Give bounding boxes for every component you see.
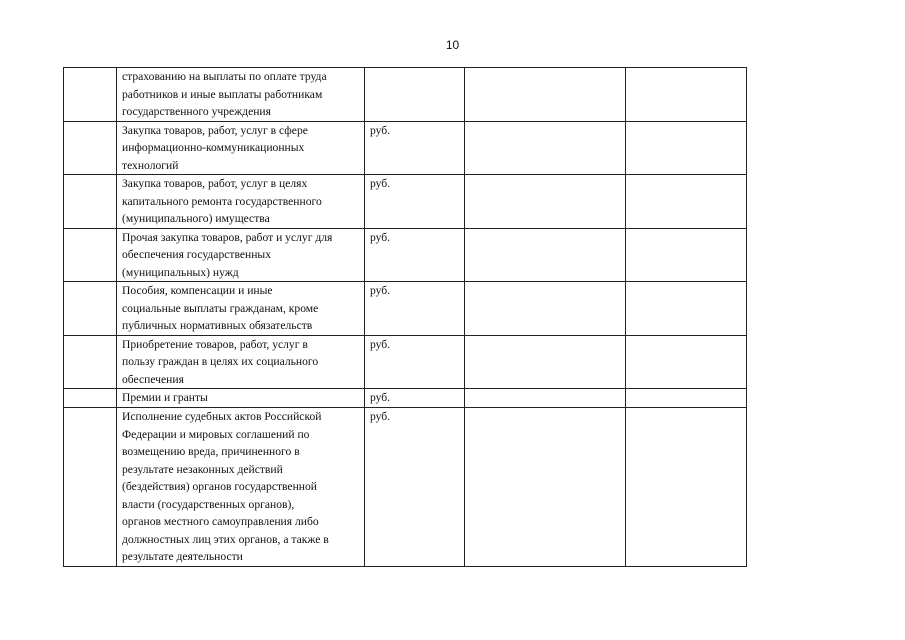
expense-name-line: власти (государственных органов), — [122, 497, 295, 511]
row-number-cell — [64, 121, 117, 175]
expense-name-cell — [117, 228, 365, 282]
expense-name-line: страхованию на выплаты по оплате труда — [122, 70, 327, 83]
expense-name-line: Федерации и мировых соглашений по — [122, 427, 310, 441]
expense-name-cell — [117, 121, 365, 175]
value-cell — [626, 175, 747, 229]
value-cell — [626, 335, 747, 389]
value-cell — [626, 68, 747, 122]
value-cell — [626, 408, 747, 567]
value-cell — [465, 335, 626, 389]
row-number-cell — [64, 389, 117, 408]
value-cell — [626, 282, 747, 336]
page-number: 10 — [445, 38, 460, 52]
expense-name-cell — [117, 335, 365, 389]
row-number-cell — [64, 175, 117, 229]
unit-cell: руб. — [365, 408, 465, 567]
expense-name-line: органов местного самоуправления либо — [122, 515, 319, 528]
expense-name-line: капитального ремонта государственного — [122, 194, 322, 208]
value-cell — [465, 121, 626, 175]
expense-name-line: Закупка товаров, работ, услуг в целях — [122, 177, 308, 190]
unit-cell — [365, 68, 465, 122]
expense-name-cell — [117, 175, 365, 229]
expense-name-line: Приобретение товаров, работ, услуг в — [122, 337, 308, 351]
row-number-cell — [64, 408, 117, 567]
table-row — [64, 228, 747, 282]
expense-name-line: возмещению вреда, причиненного в — [122, 445, 300, 458]
unit-cell: руб. — [365, 228, 465, 282]
unit-cell: руб. — [365, 389, 465, 408]
unit-cell: руб. — [365, 121, 465, 175]
expense-name-line: (муниципальных) нужд — [122, 265, 239, 279]
value-cell — [465, 282, 626, 336]
value-cell — [626, 389, 747, 408]
expense-name-line: Исполнение судебных актов Российской — [122, 410, 322, 423]
value-cell — [465, 408, 626, 567]
expense-name-cell — [117, 408, 365, 567]
expense-name-line: (бездействия) органов государственной — [122, 480, 317, 493]
expense-name-line: технологий — [122, 158, 179, 172]
expense-name-line: информационно-коммуникационных — [122, 141, 305, 154]
unit-cell: руб. — [365, 335, 465, 389]
value-cell — [465, 68, 626, 122]
table-body — [64, 68, 747, 567]
expense-name-line: работников и иные выплаты работникам — [122, 87, 323, 101]
expense-name-line: должностных лиц этих органов, а также в — [122, 532, 329, 546]
unit-cell: руб. — [365, 282, 465, 336]
row-number-cell — [64, 282, 117, 336]
expense-name-line: Прочая закупка товаров, работ и услуг для — [122, 230, 333, 244]
expense-name-cell — [117, 282, 365, 336]
table-row — [64, 335, 747, 389]
unit-cell: руб. — [365, 175, 465, 229]
expense-name-line: результате деятельности — [122, 550, 243, 563]
table-row — [64, 389, 747, 408]
row-number-cell — [64, 335, 117, 389]
table-row — [64, 175, 747, 229]
expense-name-line: социальные выплаты гражданам, кроме — [122, 301, 319, 315]
row-number-cell — [64, 228, 117, 282]
expense-name-line: пользу граждан в целях их социального — [122, 355, 319, 368]
row-number-cell — [64, 68, 117, 122]
expense-name-line: Закупка товаров, работ, услуг в сфере — [122, 123, 308, 137]
expense-name-line: обеспечения государственных — [122, 248, 272, 261]
expense-name-line: результате незаконных действий — [122, 462, 283, 476]
value-cell — [465, 175, 626, 229]
value-cell — [465, 228, 626, 282]
value-cell — [626, 121, 747, 175]
expense-name-line: Пособия, компенсации и иные — [122, 284, 273, 297]
table-row — [64, 68, 747, 122]
table-row — [64, 121, 747, 175]
expense-name-line: обеспечения — [122, 372, 184, 386]
table-row — [64, 282, 747, 336]
expense-name-line: (муниципального) имущества — [122, 212, 270, 225]
budget-table — [63, 67, 747, 567]
expense-name-cell — [117, 68, 365, 122]
expense-name-line: государственного учреждения — [122, 105, 271, 118]
expense-name-line: Премии и гранты — [122, 391, 208, 404]
table-row — [64, 408, 747, 567]
expense-name-line: публичных нормативных обязательств — [122, 319, 313, 332]
value-cell — [626, 228, 747, 282]
expense-name-cell — [117, 389, 365, 408]
value-cell — [465, 389, 626, 408]
